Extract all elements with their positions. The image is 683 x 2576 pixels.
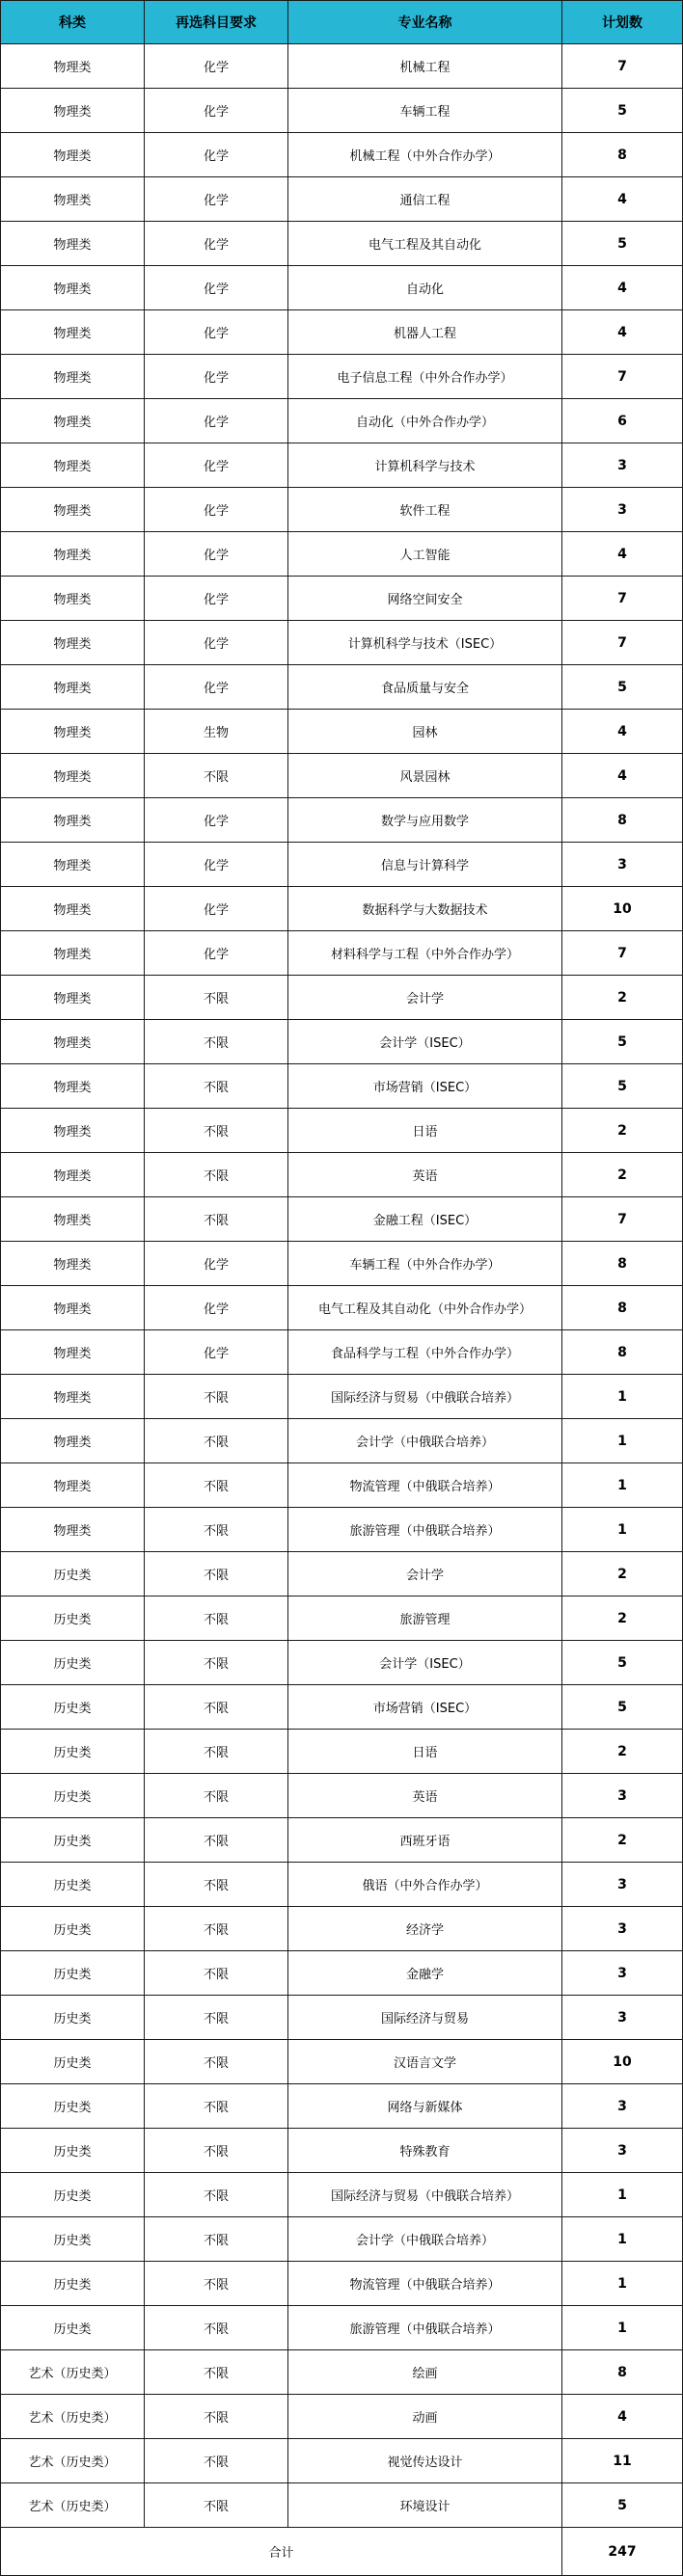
plan-count-cell: 7 (562, 931, 683, 976)
subject-requirement-cell: 不限 (145, 2129, 288, 2173)
major-name-cell: 车辆工程 (288, 89, 562, 133)
major-name-cell: 网络空间安全 (288, 577, 562, 621)
category-cell: 历史类 (1, 2173, 145, 2217)
subject-requirement-cell: 不限 (145, 2350, 288, 2395)
table-row (1, 1109, 683, 1153)
category-cell: 物理类 (1, 1020, 145, 1064)
major-name-cell: 会计学（ISEC） (288, 1641, 562, 1685)
plan-count-cell: 2 (562, 976, 683, 1020)
plan-count-cell: 8 (562, 798, 683, 843)
category-cell: 物理类 (1, 621, 145, 665)
total-count: 247 (562, 2528, 683, 2576)
major-name-cell: 经济学 (288, 1907, 562, 1951)
plan-count-cell: 2 (562, 1730, 683, 1774)
subject-requirement-cell: 不限 (145, 2217, 288, 2262)
major-name-cell: 会计学 (288, 1552, 562, 1597)
table-row (1, 2395, 683, 2439)
table-row (1, 1463, 683, 1508)
category-cell: 历史类 (1, 1685, 145, 1730)
plan-count-cell: 8 (562, 1242, 683, 1286)
plan-count-cell: 8 (562, 133, 683, 177)
major-name-cell: 英语 (288, 1153, 562, 1197)
plan-count-cell: 2 (562, 1153, 683, 1197)
plan-count-cell: 4 (562, 532, 683, 577)
table-body (1, 44, 683, 2528)
category-cell: 历史类 (1, 1774, 145, 1818)
plan-count-cell: 1 (562, 2217, 683, 2262)
table-row (1, 2084, 683, 2129)
major-name-cell: 旅游管理（中俄联合培养） (288, 1508, 562, 1552)
plan-count-cell: 2 (562, 1109, 683, 1153)
major-name-cell: 风景园林 (288, 754, 562, 798)
subject-requirement-cell: 不限 (145, 2084, 288, 2129)
major-name-cell: 市场营销（ISEC） (288, 1064, 562, 1109)
subject-requirement-cell: 化学 (145, 399, 288, 443)
header-plan-count: 计划数 (562, 1, 683, 44)
header-major-name: 专业名称 (288, 1, 562, 44)
subject-requirement-cell: 不限 (145, 1508, 288, 1552)
table-row (1, 1020, 683, 1064)
major-name-cell: 国际经济与贸易（中俄联合培养） (288, 1375, 562, 1419)
major-name-cell: 电气工程及其自动化（中外合作办学） (288, 1286, 562, 1330)
subject-requirement-cell: 不限 (145, 1951, 288, 1996)
category-cell: 历史类 (1, 2040, 145, 2084)
subject-requirement-cell: 不限 (145, 2306, 288, 2350)
table-row (1, 1730, 683, 1774)
major-name-cell: 绘画 (288, 2350, 562, 2395)
category-cell: 物理类 (1, 887, 145, 931)
plan-count-cell: 5 (562, 2483, 683, 2528)
major-name-cell: 食品质量与安全 (288, 665, 562, 710)
major-name-cell: 车辆工程（中外合作办学） (288, 1242, 562, 1286)
major-name-cell: 汉语言文学 (288, 2040, 562, 2084)
category-cell: 物理类 (1, 665, 145, 710)
category-cell: 物理类 (1, 1064, 145, 1109)
subject-requirement-cell: 化学 (145, 532, 288, 577)
category-cell: 艺术（历史类） (1, 2483, 145, 2528)
major-name-cell: 软件工程 (288, 488, 562, 532)
major-name-cell: 通信工程 (288, 177, 562, 222)
category-cell: 物理类 (1, 1286, 145, 1330)
table-row (1, 621, 683, 665)
category-cell: 物理类 (1, 443, 145, 488)
table-row (1, 1818, 683, 1863)
table-row (1, 44, 683, 89)
major-name-cell: 国际经济与贸易（中俄联合培养） (288, 2173, 562, 2217)
subject-requirement-cell: 化学 (145, 1330, 288, 1375)
category-cell: 物理类 (1, 488, 145, 532)
table-row (1, 2173, 683, 2217)
table-row (1, 1641, 683, 1685)
category-cell: 历史类 (1, 1907, 145, 1951)
subject-requirement-cell: 不限 (145, 1641, 288, 1685)
subject-requirement-cell: 不限 (145, 1863, 288, 1907)
subject-requirement-cell: 化学 (145, 133, 288, 177)
plan-count-cell: 3 (562, 2129, 683, 2173)
plan-count-cell: 11 (562, 2439, 683, 2483)
major-name-cell: 国际经济与贸易 (288, 1996, 562, 2040)
major-name-cell: 日语 (288, 1730, 562, 1774)
category-cell: 艺术（历史类） (1, 2395, 145, 2439)
table-row (1, 1951, 683, 1996)
category-cell: 物理类 (1, 577, 145, 621)
plan-count-cell: 5 (562, 665, 683, 710)
category-cell: 物理类 (1, 399, 145, 443)
plan-count-cell: 2 (562, 1552, 683, 1597)
subject-requirement-cell: 生物 (145, 710, 288, 754)
plan-count-cell: 4 (562, 754, 683, 798)
plan-count-cell: 3 (562, 2084, 683, 2129)
major-name-cell: 金融工程（ISEC） (288, 1197, 562, 1242)
plan-count-cell: 4 (562, 710, 683, 754)
table-row (1, 1419, 683, 1463)
category-cell: 物理类 (1, 1109, 145, 1153)
plan-count-cell: 4 (562, 2395, 683, 2439)
category-cell: 物理类 (1, 1508, 145, 1552)
plan-count-cell: 1 (562, 1463, 683, 1508)
table-row (1, 2350, 683, 2395)
table-row (1, 1242, 683, 1286)
category-cell: 物理类 (1, 1153, 145, 1197)
header-category: 科类 (1, 1, 145, 44)
plan-count-cell: 3 (562, 1951, 683, 1996)
plan-count-cell: 6 (562, 399, 683, 443)
table-row (1, 710, 683, 754)
major-name-cell: 机械工程 (288, 44, 562, 89)
major-name-cell: 金融学 (288, 1951, 562, 1996)
plan-count-cell: 4 (562, 266, 683, 310)
subject-requirement-cell: 化学 (145, 177, 288, 222)
plan-count-cell: 10 (562, 2040, 683, 2084)
major-name-cell: 机械工程（中外合作办学） (288, 133, 562, 177)
subject-requirement-cell: 不限 (145, 1685, 288, 1730)
plan-count-cell: 5 (562, 1685, 683, 1730)
table-row (1, 976, 683, 1020)
table-row (1, 89, 683, 133)
header-row (1, 1, 683, 44)
major-name-cell: 信息与计算科学 (288, 843, 562, 887)
table-row (1, 577, 683, 621)
category-cell: 物理类 (1, 931, 145, 976)
table-row (1, 931, 683, 976)
plan-count-cell: 8 (562, 1330, 683, 1375)
category-cell: 历史类 (1, 2217, 145, 2262)
plan-count-cell: 2 (562, 1818, 683, 1863)
category-cell: 物理类 (1, 1419, 145, 1463)
major-name-cell: 西班牙语 (288, 1818, 562, 1863)
plan-count-cell: 7 (562, 44, 683, 89)
subject-requirement-cell: 化学 (145, 355, 288, 399)
category-cell: 物理类 (1, 89, 145, 133)
subject-requirement-cell: 化学 (145, 1242, 288, 1286)
table-row (1, 1153, 683, 1197)
plan-count-cell: 1 (562, 2262, 683, 2306)
plan-count-cell: 7 (562, 621, 683, 665)
subject-requirement-cell: 化学 (145, 843, 288, 887)
category-cell: 艺术（历史类） (1, 2350, 145, 2395)
major-name-cell: 物流管理（中俄联合培养） (288, 2262, 562, 2306)
total-row (1, 2528, 683, 2576)
category-cell: 历史类 (1, 1951, 145, 1996)
category-cell: 物理类 (1, 976, 145, 1020)
category-cell: 历史类 (1, 1996, 145, 2040)
major-name-cell: 网络与新媒体 (288, 2084, 562, 2129)
subject-requirement-cell: 不限 (145, 2040, 288, 2084)
major-name-cell: 电子信息工程（中外合作办学） (288, 355, 562, 399)
category-cell: 历史类 (1, 2084, 145, 2129)
subject-requirement-cell: 化学 (145, 931, 288, 976)
subject-requirement-cell: 不限 (145, 754, 288, 798)
category-cell: 物理类 (1, 1197, 145, 1242)
table-row (1, 488, 683, 532)
subject-requirement-cell: 不限 (145, 1020, 288, 1064)
table-row (1, 2129, 683, 2173)
plan-count-cell: 8 (562, 1286, 683, 1330)
table-row (1, 266, 683, 310)
table-row (1, 1863, 683, 1907)
category-cell: 艺术（历史类） (1, 2439, 145, 2483)
plan-count-cell: 3 (562, 1996, 683, 2040)
subject-requirement-cell: 不限 (145, 2395, 288, 2439)
table-row (1, 1907, 683, 1951)
subject-requirement-cell: 不限 (145, 1552, 288, 1597)
table-row (1, 177, 683, 222)
table-row (1, 1685, 683, 1730)
table-row (1, 2040, 683, 2084)
major-name-cell: 数学与应用数学 (288, 798, 562, 843)
plan-count-cell: 1 (562, 2173, 683, 2217)
subject-requirement-cell: 化学 (145, 488, 288, 532)
subject-requirement-cell: 不限 (145, 1419, 288, 1463)
table-row (1, 355, 683, 399)
major-name-cell: 材料科学与工程（中外合作办学） (288, 931, 562, 976)
plan-count-cell: 3 (562, 1907, 683, 1951)
major-name-cell: 会计学 (288, 976, 562, 1020)
category-cell: 物理类 (1, 177, 145, 222)
table-row (1, 1375, 683, 1419)
major-name-cell: 自动化（中外合作办学） (288, 399, 562, 443)
table-header (1, 1, 683, 44)
category-cell: 历史类 (1, 1730, 145, 1774)
subject-requirement-cell: 不限 (145, 1996, 288, 2040)
plan-count-cell: 5 (562, 1020, 683, 1064)
subject-requirement-cell: 化学 (145, 577, 288, 621)
major-name-cell: 俄语（中外合作办学） (288, 1863, 562, 1907)
subject-requirement-cell: 化学 (145, 665, 288, 710)
plan-count-cell: 3 (562, 488, 683, 532)
category-cell: 历史类 (1, 1818, 145, 1863)
total-label: 合计 (1, 2528, 562, 2576)
major-name-cell: 物流管理（中俄联合培养） (288, 1463, 562, 1508)
major-name-cell: 食品科学与工程（中外合作办学） (288, 1330, 562, 1375)
subject-requirement-cell: 化学 (145, 266, 288, 310)
table-row (1, 2439, 683, 2483)
category-cell: 物理类 (1, 754, 145, 798)
subject-requirement-cell: 不限 (145, 1730, 288, 1774)
category-cell: 历史类 (1, 1552, 145, 1597)
category-cell: 物理类 (1, 310, 145, 355)
plan-count-cell: 5 (562, 89, 683, 133)
plan-count-cell: 7 (562, 355, 683, 399)
major-name-cell: 旅游管理（中俄联合培养） (288, 2306, 562, 2350)
plan-count-cell: 1 (562, 2306, 683, 2350)
major-name-cell: 旅游管理 (288, 1597, 562, 1641)
table-row (1, 2306, 683, 2350)
plan-count-cell: 7 (562, 1197, 683, 1242)
table-footer (1, 2528, 683, 2576)
major-name-cell: 环境设计 (288, 2483, 562, 2528)
subject-requirement-cell: 不限 (145, 1197, 288, 1242)
plan-count-cell: 10 (562, 887, 683, 931)
category-cell: 物理类 (1, 532, 145, 577)
subject-requirement-cell: 化学 (145, 89, 288, 133)
table-row (1, 2483, 683, 2528)
subject-requirement-cell: 化学 (145, 887, 288, 931)
plan-count-cell: 3 (562, 843, 683, 887)
major-name-cell: 会计学（中俄联合培养） (288, 1419, 562, 1463)
major-name-cell: 市场营销（ISEC） (288, 1685, 562, 1730)
category-cell: 物理类 (1, 1242, 145, 1286)
plan-count-cell: 3 (562, 1863, 683, 1907)
table-row (1, 1774, 683, 1818)
major-name-cell: 人工智能 (288, 532, 562, 577)
plan-count-cell: 5 (562, 1064, 683, 1109)
category-cell: 物理类 (1, 355, 145, 399)
plan-count-cell: 4 (562, 177, 683, 222)
subject-requirement-cell: 不限 (145, 1153, 288, 1197)
category-cell: 物理类 (1, 222, 145, 266)
subject-requirement-cell: 不限 (145, 1375, 288, 1419)
major-name-cell: 数据科学与大数据技术 (288, 887, 562, 931)
plan-count-cell: 7 (562, 577, 683, 621)
major-name-cell: 视觉传达设计 (288, 2439, 562, 2483)
subject-requirement-cell: 不限 (145, 1774, 288, 1818)
plan-count-cell: 1 (562, 1375, 683, 1419)
table-row (1, 887, 683, 931)
major-name-cell: 会计学（ISEC） (288, 1020, 562, 1064)
major-name-cell: 动画 (288, 2395, 562, 2439)
plan-count-cell: 3 (562, 1774, 683, 1818)
plan-count-cell: 2 (562, 1597, 683, 1641)
plan-count-cell: 1 (562, 1508, 683, 1552)
table-row (1, 1286, 683, 1330)
major-name-cell: 电气工程及其自动化 (288, 222, 562, 266)
table-row (1, 1197, 683, 1242)
subject-requirement-cell: 化学 (145, 1286, 288, 1330)
subject-requirement-cell: 化学 (145, 621, 288, 665)
category-cell: 历史类 (1, 1863, 145, 1907)
category-cell: 物理类 (1, 266, 145, 310)
table-row (1, 2262, 683, 2306)
major-name-cell: 日语 (288, 1109, 562, 1153)
table-row (1, 399, 683, 443)
table-row (1, 310, 683, 355)
major-name-cell: 园林 (288, 710, 562, 754)
subject-requirement-cell: 不限 (145, 2262, 288, 2306)
table-row (1, 1996, 683, 2040)
table-row (1, 665, 683, 710)
subject-requirement-cell: 不限 (145, 1907, 288, 1951)
table-row (1, 2217, 683, 2262)
subject-requirement-cell: 不限 (145, 1064, 288, 1109)
major-name-cell: 会计学（中俄联合培养） (288, 2217, 562, 2262)
subject-requirement-cell: 不限 (145, 976, 288, 1020)
plan-count-cell: 3 (562, 443, 683, 488)
plan-count-cell: 4 (562, 310, 683, 355)
major-name-cell: 英语 (288, 1774, 562, 1818)
plan-count-cell: 8 (562, 2350, 683, 2395)
category-cell: 历史类 (1, 2262, 145, 2306)
category-cell: 历史类 (1, 2129, 145, 2173)
category-cell: 物理类 (1, 798, 145, 843)
major-name-cell: 特殊教育 (288, 2129, 562, 2173)
table-row (1, 1330, 683, 1375)
major-name-cell: 计算机科学与技术 (288, 443, 562, 488)
category-cell: 物理类 (1, 843, 145, 887)
subject-requirement-cell: 化学 (145, 798, 288, 843)
subject-requirement-cell: 不限 (145, 1818, 288, 1863)
table-row (1, 1064, 683, 1109)
category-cell: 历史类 (1, 1597, 145, 1641)
subject-requirement-cell: 不限 (145, 2439, 288, 2483)
table-row (1, 443, 683, 488)
table-row (1, 1508, 683, 1552)
subject-requirement-cell: 不限 (145, 2483, 288, 2528)
plan-count-cell: 5 (562, 1641, 683, 1685)
table-row (1, 798, 683, 843)
subject-requirement-cell: 化学 (145, 222, 288, 266)
table-row (1, 1552, 683, 1597)
category-cell: 历史类 (1, 2306, 145, 2350)
category-cell: 物理类 (1, 44, 145, 89)
category-cell: 历史类 (1, 1641, 145, 1685)
table-row (1, 222, 683, 266)
table-row (1, 532, 683, 577)
table-row (1, 1597, 683, 1641)
table-row (1, 133, 683, 177)
major-name-cell: 机器人工程 (288, 310, 562, 355)
major-name-cell: 计算机科学与技术（ISEC） (288, 621, 562, 665)
subject-requirement-cell: 不限 (145, 1463, 288, 1508)
subject-requirement-cell: 化学 (145, 443, 288, 488)
category-cell: 物理类 (1, 133, 145, 177)
category-cell: 物理类 (1, 1375, 145, 1419)
table-row (1, 754, 683, 798)
subject-requirement-cell: 化学 (145, 310, 288, 355)
category-cell: 物理类 (1, 1330, 145, 1375)
subject-requirement-cell: 不限 (145, 1109, 288, 1153)
table-row (1, 843, 683, 887)
plan-count-cell: 1 (562, 1419, 683, 1463)
subject-requirement-cell: 不限 (145, 2173, 288, 2217)
subject-requirement-cell: 化学 (145, 44, 288, 89)
header-subject-requirement: 再选科目要求 (145, 1, 288, 44)
category-cell: 物理类 (1, 1463, 145, 1508)
major-name-cell: 自动化 (288, 266, 562, 310)
category-cell: 物理类 (1, 710, 145, 754)
plan-count-cell: 5 (562, 222, 683, 266)
subject-requirement-cell: 不限 (145, 1597, 288, 1641)
